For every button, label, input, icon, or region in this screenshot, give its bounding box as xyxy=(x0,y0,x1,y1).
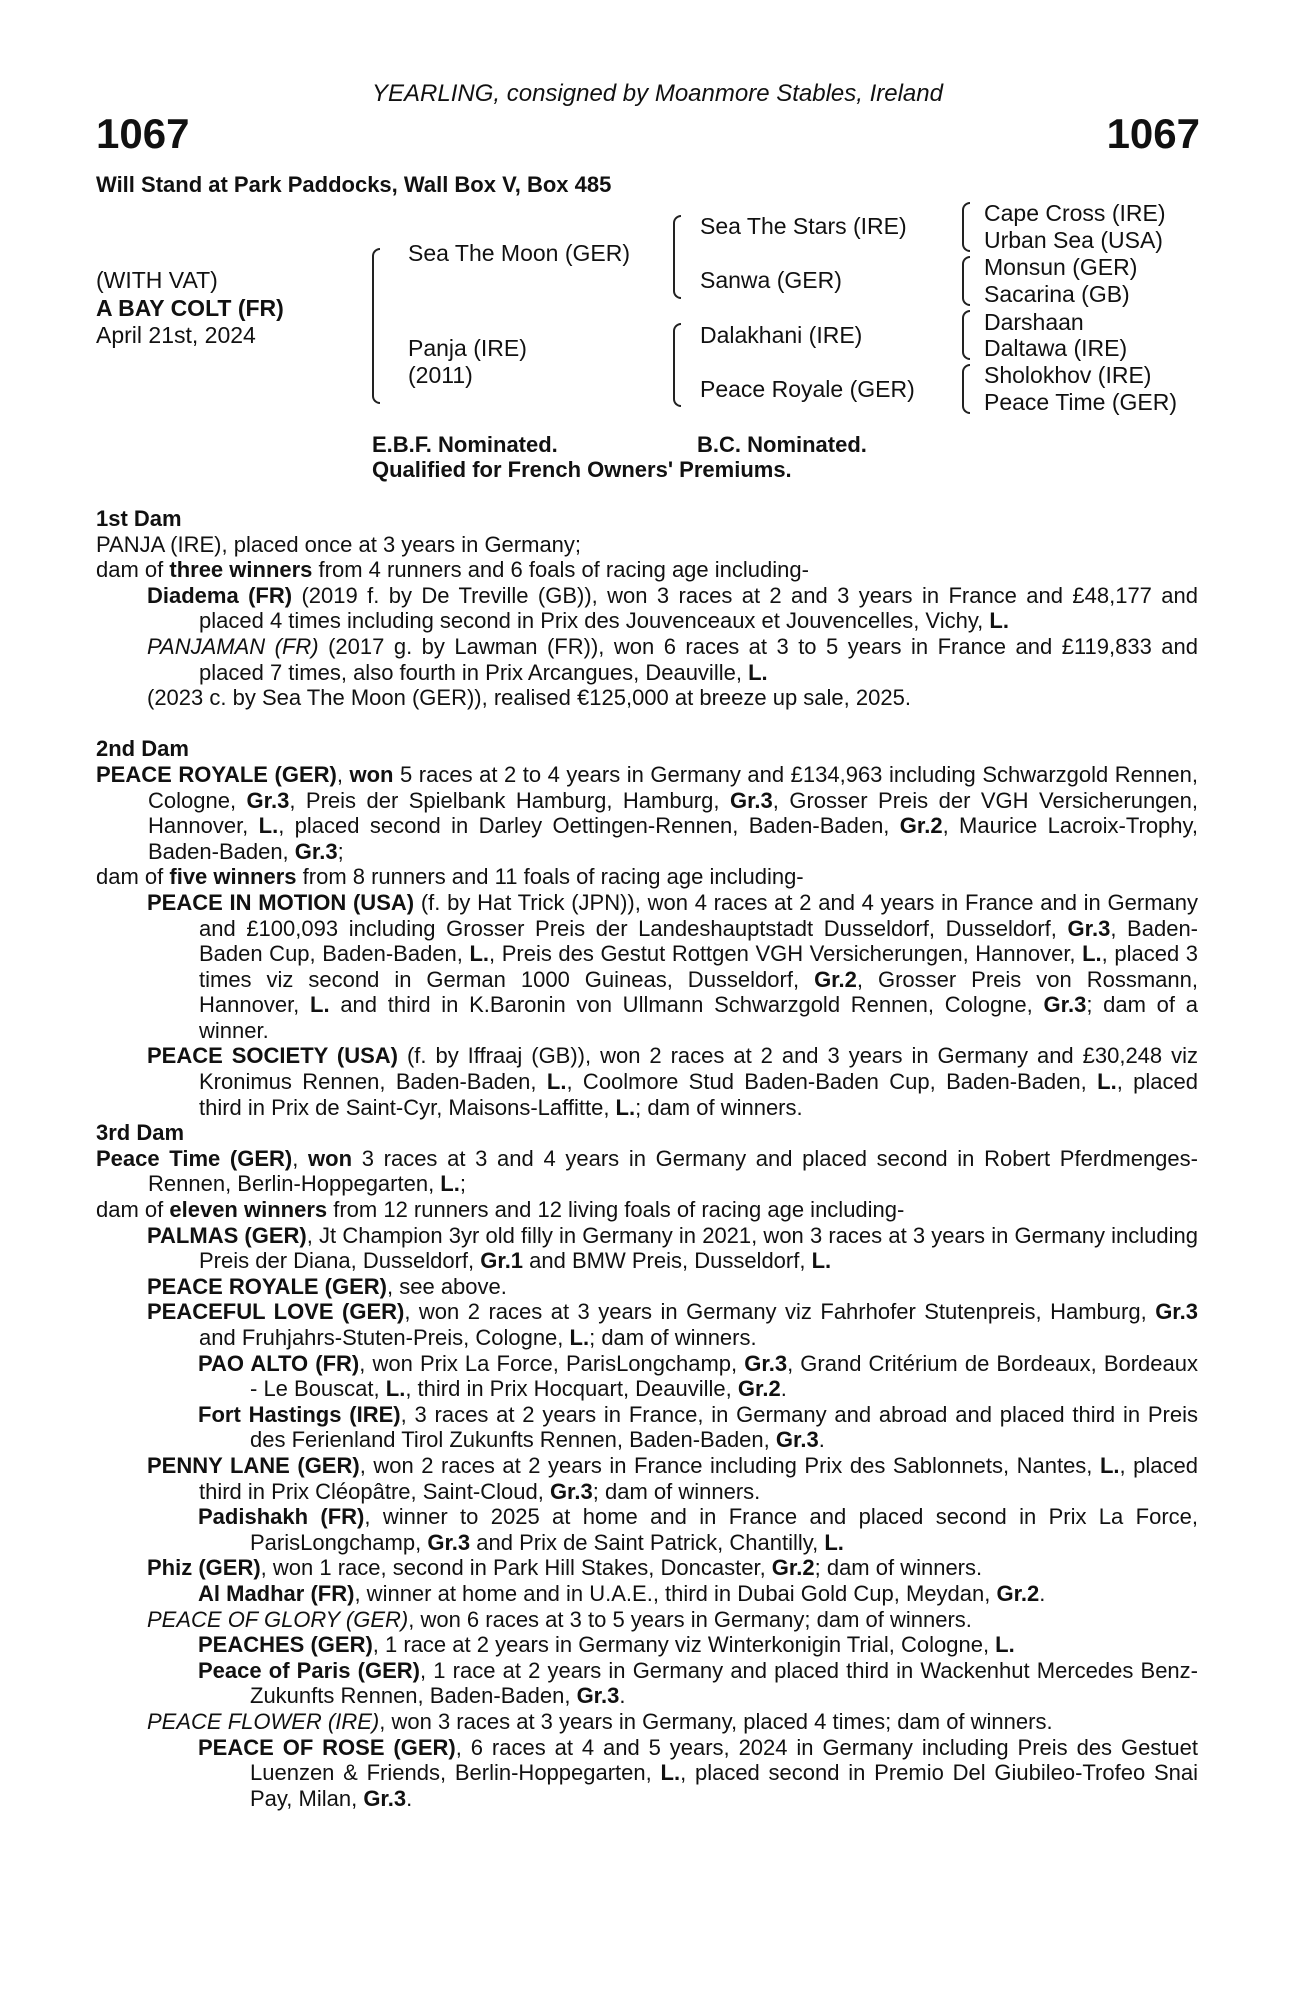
text: , xyxy=(292,1145,309,1171)
pedigree-entry xyxy=(96,583,1198,634)
bold-text: Gr.2 xyxy=(899,813,943,839)
text: , placed second in Premio Del Giubileo-Trofeo Snai Pay, Milan, xyxy=(250,1760,1198,1811)
pedigree-entry xyxy=(96,1351,1198,1402)
section-heading: 1st Dam xyxy=(96,506,182,531)
italic-text: PEACE OF GLORY (GER) xyxy=(147,1606,409,1632)
text: . xyxy=(780,1376,787,1402)
pedigree-entry xyxy=(96,1555,1198,1581)
vat-note: (WITH VAT) xyxy=(96,267,218,293)
bold-text: Peace of Paris (GER) xyxy=(198,1657,420,1683)
text: (f. by Hat Trick (JPN)), won 4 races at 2 and 4 years in France and in Germany and £100,093 including Grosser Preis der Landeshauptstadt Dusseldorf, Dusseldorf, xyxy=(199,889,1198,941)
text: dam of xyxy=(96,1197,170,1223)
bold-text: Gr.3 xyxy=(246,787,290,813)
bold-text: PENNY LANE (GER) xyxy=(147,1452,360,1478)
text: from 4 runners and 6 foals of racing age including- xyxy=(312,557,809,583)
text: PANJA (IRE), placed once at 3 years in Germany; xyxy=(96,531,582,557)
text: (2017 g. by Lawman (FR)), won 6 races at 3 to 5 years in France and £119,833 and placed 7 times, also fourth in Prix Arcangues, Deauville, xyxy=(199,633,1198,685)
bold-text: Gr.2 xyxy=(771,1555,815,1581)
dam-lines xyxy=(96,506,1198,1811)
pedigree-entry xyxy=(96,1274,1198,1300)
text: ; dam of a winner. xyxy=(199,992,1198,1043)
pedigree-entry xyxy=(96,532,1198,558)
brace-gg-2 xyxy=(962,256,970,306)
text: , Grosser Preis von Rossmann, Hannover, xyxy=(199,966,1198,1018)
bold-text: Gr.3 xyxy=(1043,992,1087,1018)
pedigree-entry xyxy=(96,1581,1198,1607)
great-grandparent: Cape Cross (IRE) xyxy=(984,200,1166,226)
text: (2019 f. by De Treville (GB)), won 3 races at 2 and 3 years in France and £48,177 and placed 4 times including second in Prix des Jouvenceaux et Jouvencelles, Vichy, xyxy=(199,582,1199,634)
text: , xyxy=(336,761,350,787)
text: and third in K.Baronin von Ullmann Schwarzgold Rennen, Cologne, xyxy=(329,992,1044,1018)
text: , Grosser Preis der VGH Versicherungen, Hannover, xyxy=(148,787,1198,839)
bold-text: L. xyxy=(995,1632,1015,1658)
pedigree-entry xyxy=(96,762,1198,864)
bold-text: L. xyxy=(615,1094,636,1120)
bold-text: L. xyxy=(1099,1452,1120,1478)
pedigree-entry xyxy=(96,890,1198,1044)
grandsire-paternal: Sea The Stars (IRE) xyxy=(700,213,907,239)
bold-text: eleven winners xyxy=(169,1197,328,1223)
great-grandparent: Sholokhov (IRE) xyxy=(984,362,1152,388)
text: dam of xyxy=(96,557,170,583)
bold-text: won xyxy=(349,761,394,787)
text: , Preis des Gestut Rottgen VGH Versicherungen, Hannover, xyxy=(489,941,1083,967)
text: 5 races at 2 to 4 years in Germany and £134,963 including Schwarzgold Rennen, Cologne, xyxy=(148,761,1198,813)
text: , 1 race at 2 years in Germany and placed third in Wackenhut Mercedes Benz- Zukunfts Rennen, Baden-Baden, xyxy=(250,1657,1198,1709)
text: (f. by Iffraaj (GB)), won 2 races at 2 and 3 years in Germany and £30,248 viz Kronimus Rennen, Baden-Baden, xyxy=(199,1043,1198,1095)
bold-text: L. xyxy=(1082,941,1102,967)
consignment-line: YEARLING, consigned by Moanmore Stables, Ireland xyxy=(372,80,943,107)
text: , won Prix La Force, ParisLongchamp, xyxy=(359,1350,745,1376)
bold-text: L. xyxy=(811,1248,832,1274)
bold-text: PEACE ROYALE (GER) xyxy=(147,1273,388,1299)
text: , won 2 races at 3 years in Germany viz Fahrhofer Stutenpreis, Hamburg, xyxy=(404,1299,1156,1325)
great-grandparent: Peace Time (GER) xyxy=(984,389,1177,415)
bold-text: Peace Time (GER) xyxy=(96,1145,293,1171)
text: , won 2 races at 2 years in France including Prix des Sablonnets, Nantes, xyxy=(359,1452,1100,1478)
brace-gg-4 xyxy=(962,364,970,414)
text: , 3 races at 2 years in France, in Germany and abroad and placed third in Preis des Ferienland Tirol Zukunfts Rennen, Baden-Baden, xyxy=(250,1401,1198,1453)
text: , placed second in Darley Oettingen-Rennen, Baden-Baden, xyxy=(278,813,900,839)
foaling-date: April 21st, 2024 xyxy=(96,322,256,348)
text: . xyxy=(1039,1580,1046,1606)
bold-text: five winners xyxy=(169,864,297,890)
text: , Preis der Spielbank Hamburg, Hamburg, xyxy=(289,787,730,813)
text: (2023 c. by Sea The Moon (GER)), realised €125,000 at breeze up sale, 2025. xyxy=(147,685,911,711)
bold-text: Gr.1 xyxy=(480,1248,524,1274)
bold-text: L. xyxy=(989,608,1009,634)
text: ; xyxy=(459,1171,466,1197)
great-grandparent: Darshaan xyxy=(984,309,1084,335)
pedigree-entry xyxy=(96,1146,1198,1197)
brace-gg-3 xyxy=(962,310,970,360)
bold-text: Gr.3 xyxy=(1155,1299,1198,1325)
text: , 6 races at 4 and 5 years, 2024 in Germany including Preis des Gestuet Luenzen & Friends, Berlin-Hoppegarten, xyxy=(250,1734,1199,1786)
bold-text: Gr.3 xyxy=(744,1350,788,1376)
brace-dam-line xyxy=(673,323,681,407)
pedigree-entry xyxy=(96,1197,1198,1223)
dam-year: (2011) xyxy=(408,362,473,388)
bold-text: PALMAS (GER) xyxy=(147,1222,307,1248)
pedigree-entry xyxy=(96,1607,1198,1633)
text: from 8 runners and 11 foals of racing age including- xyxy=(296,864,804,890)
text: and Fruhjahrs-Stuten-Preis, Cologne, xyxy=(199,1325,570,1350)
bold-text: Gr.3 xyxy=(1067,915,1111,941)
bold-text: PEACE SOCIETY (USA) xyxy=(147,1043,398,1069)
bold-text: PEACE OF ROSE (GER) xyxy=(198,1734,456,1760)
text: ; dam of winners. xyxy=(589,1325,757,1350)
bold-text: Diadema (FR) xyxy=(147,582,293,608)
bold-text: Gr.3 xyxy=(729,787,773,813)
italic-text: PEACE FLOWER (IRE) xyxy=(147,1708,380,1734)
text: , see above. xyxy=(387,1273,507,1299)
ebf-nomination: E.B.F. Nominated. xyxy=(372,432,558,457)
brace-gg-1 xyxy=(962,202,970,252)
spacer xyxy=(96,711,1198,737)
pedigree-entry xyxy=(96,685,1198,711)
pedigree-entry xyxy=(96,1299,1198,1350)
great-grandparent: Urban Sea (USA) xyxy=(984,227,1163,253)
bold-text: L. xyxy=(469,941,490,967)
text: , Coolmore Stud Baden-Baden Cup, Baden-Baden, xyxy=(566,1069,1098,1095)
text: , winner to 2025 at home and in France and placed second in Prix La Force, ParisLongchamp, xyxy=(250,1504,1198,1555)
sire: Sea The Moon (GER) xyxy=(408,240,631,266)
lot-number-left: 1067 xyxy=(96,110,190,157)
bold-text: L. xyxy=(310,992,330,1018)
text: , 1 race at 2 years in Germany viz Winterkonigin Trial, Cologne, xyxy=(372,1632,996,1658)
pedigree-entry xyxy=(96,1504,1198,1555)
bold-text: L. xyxy=(546,1069,567,1095)
bold-text: Gr.3 xyxy=(576,1683,620,1709)
text: , Baden-Baden Cup, Baden-Baden, xyxy=(199,915,1199,967)
great-grandparent: Monsun (GER) xyxy=(984,254,1138,280)
bold-text: Padishakh (FR) xyxy=(198,1504,365,1530)
bold-text: PAO ALTO (FR) xyxy=(198,1350,360,1376)
text: . xyxy=(818,1427,825,1453)
pedigree-entry xyxy=(96,1709,1198,1735)
text: . xyxy=(406,1785,413,1811)
granddam-maternal: Peace Royale (GER) xyxy=(700,376,915,402)
bc-nomination: B.C. Nominated. xyxy=(697,432,867,457)
french-premiums: Qualified for French Owners' Premiums. xyxy=(372,457,792,482)
text: ; xyxy=(337,838,344,864)
bold-text: Gr.2 xyxy=(996,1580,1040,1606)
pedigree-entry xyxy=(96,1402,1198,1453)
bold-text: PEACEFUL LOVE (GER) xyxy=(147,1299,405,1325)
bold-text: Gr.3 xyxy=(549,1478,593,1504)
grandsire-maternal: Dalakhani (IRE) xyxy=(700,322,863,348)
text: and Prix de Saint Patrick, Chantilly, xyxy=(470,1529,825,1555)
italic-text: PANJAMAN (FR) xyxy=(147,633,319,659)
text: , placed third in Prix Cléopâtre, Saint-Cloud, xyxy=(199,1452,1198,1504)
bold-text: Fort Hastings (IRE) xyxy=(198,1401,401,1427)
text: and BMW Preis, Dusseldorf, xyxy=(523,1248,812,1274)
pedigree-entry xyxy=(96,634,1198,685)
bold-text: PEACE IN MOTION (USA) xyxy=(147,889,415,915)
text: , Grand Critérium de Bordeaux, Bordeaux - Le Bouscat, xyxy=(250,1350,1199,1402)
text: , won 3 races at 3 years in Germany, placed 4 times; dam of winners. xyxy=(379,1708,1053,1734)
bold-text: L. xyxy=(660,1760,681,1786)
text: . xyxy=(619,1683,626,1709)
lot-number-right: 1067 xyxy=(1106,110,1200,157)
text: , third in Prix Hocquart, Deauville, xyxy=(405,1376,738,1402)
text: , won 6 races at 3 to 5 years in Germany; dam of winners. xyxy=(408,1606,972,1632)
text: dam of xyxy=(96,864,170,890)
pedigree-entry xyxy=(96,1632,1198,1658)
text: ; dam of winners. xyxy=(814,1555,983,1581)
bold-text: L. xyxy=(748,659,768,685)
text: ; dam of winners. xyxy=(635,1094,803,1120)
stand-location: Will Stand at Park Paddocks, Wall Box V, Box 485 xyxy=(96,172,612,197)
section-heading: 3rd Dam xyxy=(96,1120,185,1146)
dam: Panja (IRE) xyxy=(408,335,527,361)
bold-text: Gr.2 xyxy=(737,1376,781,1402)
pedigree-entry xyxy=(96,864,1198,890)
bold-text: L. xyxy=(824,1529,844,1555)
great-grandparent: Sacarina (GB) xyxy=(984,281,1130,307)
text: ; dam of winners. xyxy=(592,1478,761,1504)
text: , winner at home and in U.A.E., third in Dubai Gold Cup, Meydan, xyxy=(354,1580,997,1606)
bold-text: L. xyxy=(385,1376,406,1402)
pedigree-entry xyxy=(96,1223,1198,1274)
text: 3 races at 3 and 4 years in Germany and placed second in Robert Pferdmenges-Rennen, Berlin-Hoppegarten, xyxy=(148,1145,1198,1197)
text: , Maurice Lacroix-Trophy, Baden-Baden, xyxy=(148,813,1199,864)
text: from 12 runners and 12 living foals of racing age including- xyxy=(327,1197,905,1223)
bold-text: L. xyxy=(1097,1069,1117,1095)
great-grandparent: Daltawa (IRE) xyxy=(984,335,1128,361)
bold-text: PEACHES (GER) xyxy=(198,1632,373,1658)
bold-text: Gr.3 xyxy=(427,1529,471,1555)
text: , Jt Champion 3yr old filly in Germany in 2021, won 3 races at 3 years in Germany including Preis der Diana, Dusseldorf, xyxy=(199,1222,1198,1274)
bold-text: won xyxy=(308,1145,353,1171)
bold-text: Phiz (GER) xyxy=(147,1555,261,1581)
bold-text: Al Madhar (FR) xyxy=(198,1580,355,1606)
pedigree-entry xyxy=(96,1043,1198,1120)
text: , placed 3 times viz second in German 1000 Guineas, Dusseldorf, xyxy=(199,941,1198,992)
bold-text: Gr.3 xyxy=(294,838,338,864)
pedigree-entry xyxy=(96,557,1198,583)
bold-text: Gr.3 xyxy=(363,1785,407,1811)
bold-text: Gr.2 xyxy=(814,966,857,992)
granddam-paternal: Sanwa (GER) xyxy=(700,267,842,293)
text: , placed third in Prix de Saint-Cyr, Maisons-Laffitte, xyxy=(199,1069,1199,1120)
bold-text: three winners xyxy=(169,557,313,583)
horse-name: A BAY COLT (FR) xyxy=(96,295,284,321)
bold-text: L. xyxy=(258,813,279,839)
pedigree-entry xyxy=(96,1658,1198,1709)
section-heading: 2nd Dam xyxy=(96,736,189,762)
pedigree-entry xyxy=(96,1453,1198,1504)
bold-text: L. xyxy=(440,1171,460,1197)
text: , won 1 race, second in Park Hill Stakes, Doncaster, xyxy=(260,1555,772,1581)
brace-sire-line xyxy=(673,215,681,299)
brace-sire-dam xyxy=(372,248,380,404)
bold-text: Gr.3 xyxy=(775,1427,819,1453)
bold-text: L. xyxy=(569,1325,590,1350)
bold-text: PEACE ROYALE (GER) xyxy=(96,761,337,787)
pedigree-entry xyxy=(96,1735,1198,1812)
